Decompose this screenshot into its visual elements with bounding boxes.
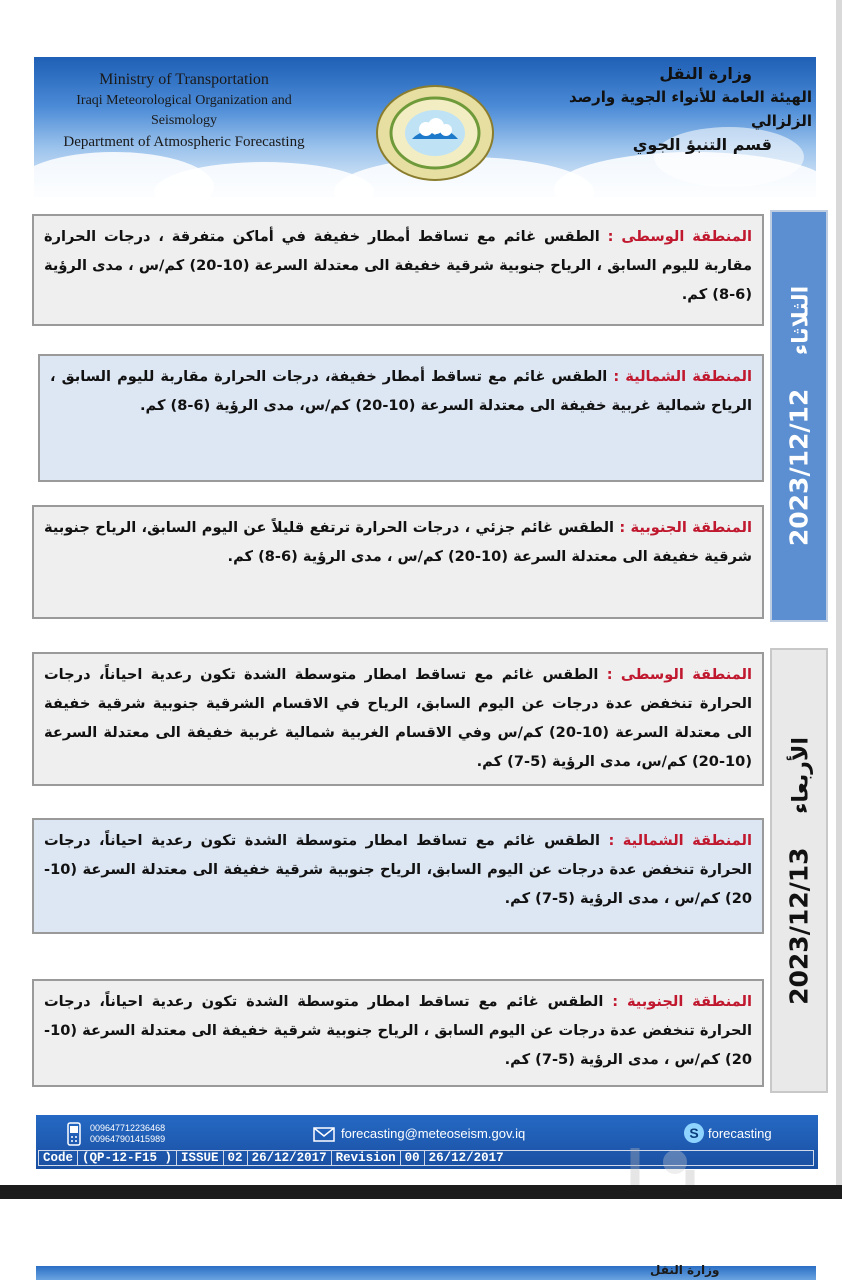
department-name-ar: قسم التنبؤ الجوي bbox=[632, 135, 772, 154]
phone-numbers bbox=[90, 1123, 165, 1145]
issue-date: 26/12/2017 bbox=[248, 1151, 332, 1165]
day-bar-day2 bbox=[770, 648, 828, 1093]
forecast-south-day1: المنطقة الجنوبية : الطقس غائم جزئي ، درجات الحرارة ترتفع قليلاً عن اليوم السابق، الرياح جنوبية شرقية خفيفة الى معتدلة السرعة (10-20) كم/س ، مدى الرؤية (6-8) كم. bbox=[32, 505, 764, 619]
forecast-north-day1: المنطقة الشمالية : الطقس غائم مع تساقط أمطار خفيفة، درجات الحرارة مقاربة لليوم السابق ، الرياح شمالية غربية خفيفة الى معتدلة السرعة (10-20) كم/س، مدى الرؤية (6-8) كم. bbox=[38, 354, 764, 482]
forecast-south-day2: المنطقة الجنوبية : الطقس غائم مع تساقط امطار متوسطة الشدة تكون رعدية احياناً، درجات الحرارة تنخفض عدة درجات عن اليوم السابق ، الرياح جنوبية شرقية خفيفة الى معتدلة السرعة (10-20) كم/س ، مدى الرؤية (5-7) كم. bbox=[32, 979, 764, 1087]
phone-icon bbox=[66, 1122, 82, 1146]
ministry-name-ar: وزارة النقل bbox=[659, 64, 752, 83]
revision-label: Revision bbox=[332, 1151, 401, 1165]
forecast-central-day2: المنطقة الوسطى : الطقس غائم مع تساقط امطار متوسطة الشدة تكون رعدية احياناً، درجات الحرارة تنخفض عدة درجات عن اليوم السابق، الرياح في الاقسام الشرقية جنوبية شرقية خفيفة الى معتدلة السرعة (10-20) كم/س وفي الاقسام الغربية شمالية غربية خفيفة الى معتدلة السرعة (10-20) كم/س، مدى الرؤية (5-7) كم. bbox=[32, 652, 764, 786]
region-label: المنطقة الجنوبية bbox=[626, 993, 752, 1010]
ministry-name-en: Ministry of Transportation bbox=[99, 71, 269, 88]
forecast-text: الطقس غائم مع تساقط امطار متوسطة الشدة تكون رعدية احياناً، درجات الحرارة تنخفض عدة درجات عن اليوم السابق ، الرياح جنوبية شرقية خفيفة الى معتدلة السرعة (10-20) كم/س ، مدى الرؤية (5-7) كم. bbox=[44, 993, 752, 1068]
phone-number-2: 009647901415989 bbox=[90, 1134, 166, 1144]
day-name: الأربعاء bbox=[788, 736, 814, 814]
next-page-preview bbox=[0, 1199, 842, 1280]
forecast-north-day2: المنطقة الشمالية : الطقس غائم مع تساقط امطار متوسطة الشدة تكون رعدية احياناً، درجات الحرارة تنخفض عدة درجات عن اليوم السابق، الرياح جنوبية شرقية خفيفة الى معتدلة السرعة (10-20) كم/س ، مدى الرؤية (5-7) كم. bbox=[32, 818, 764, 934]
english-header bbox=[44, 69, 324, 153]
organization-logo bbox=[374, 83, 496, 183]
arabic-header bbox=[512, 63, 812, 157]
day-name: الثلاثاء bbox=[788, 285, 814, 356]
department-name-en: Department of Atmospheric Forecasting bbox=[63, 134, 305, 150]
header-banner bbox=[34, 57, 816, 197]
forecast-text: الطقس غائم مع تساقط أمطار خفيفة، درجات الحرارة مقاربة لليوم السابق ، الرياح شمالية غربية خفيفة الى معتدلة السرعة (10-20) كم/س، مدى الرؤية (6-8) كم. bbox=[50, 368, 752, 414]
region-label: المنطقة الجنوبية bbox=[630, 519, 752, 536]
region-label: المنطقة الشمالية bbox=[622, 832, 752, 849]
forecast-text: الطقس غائم مع تساقط امطار متوسطة الشدة تكون رعدية احياناً، درجات الحرارة تنخفض عدة درجات عن اليوم السابق، الرياح في الاقسام الشرقية جنوبية شرقية خفيفة الى معتدلة السرعة (10-20) كم/س وفي الاقسام الغربية شمالية غربية خفيفة الى معتدلة السرعة (10-20) كم/س، مدى الرؤية (5-7) كم. bbox=[44, 666, 752, 770]
organization-name-en: Iraqi Meteorological Organization and Seismology bbox=[76, 93, 292, 128]
skype-icon: S bbox=[684, 1123, 704, 1143]
mail-icon bbox=[313, 1127, 335, 1142]
region-label: المنطقة الوسطى bbox=[621, 228, 752, 245]
day-date: 2023/12/12 bbox=[784, 388, 814, 547]
revision-date: 26/12/2017 bbox=[428, 1151, 504, 1165]
organization-name-ar: الهيئة العامة للأنواء الجوية وارصد الزلزالي bbox=[568, 88, 812, 130]
region-label: المنطقة الشمالية bbox=[625, 368, 752, 385]
skype-handle: forecasting bbox=[708, 1126, 772, 1141]
revision-value: 00 bbox=[401, 1151, 425, 1165]
day-date: 2023/12/13 bbox=[784, 846, 814, 1005]
next-page-header-text: وزارة النقل bbox=[650, 1263, 720, 1277]
code-value: (QP-12-F15 ) bbox=[78, 1151, 177, 1165]
page-separator bbox=[0, 1185, 842, 1199]
issue-label: ISSUE bbox=[177, 1151, 224, 1165]
forecast-text: الطقس غائم جزئي ، درجات الحرارة ترتفع قليلاً عن اليوم السابق، الرياح جنوبية شرقية خفيفة الى معتدلة السرعة (10-20) كم/س ، مدى الرؤية (6-8) كم. bbox=[44, 519, 752, 565]
forecast-text: الطقس غائم مع تساقط أمطار خفيفة في أماكن متفرقة ، درجات الحرارة مقاربة لليوم السابق ، الرياح جنوبية شرقية خفيفة الى معتدلة السرعة (10-20) كم/س ، مدى الرؤية (6-8) كم. bbox=[44, 228, 752, 303]
region-label: المنطقة الوسطى bbox=[620, 666, 752, 683]
forecast-central-day1: المنطقة الوسطى : الطقس غائم مع تساقط أمطار خفيفة في أماكن متفرقة ، درجات الحرارة مقاربة لليوم السابق ، الرياح جنوبية شرقية خفيفة الى معتدلة السرعة (10-20) كم/س ، مدى الرؤية (6-8) كم. bbox=[32, 214, 764, 326]
issue-value: 02 bbox=[224, 1151, 248, 1165]
code-label: Code bbox=[39, 1151, 78, 1165]
email-address[interactable]: forecasting@meteoseism.gov.iq bbox=[341, 1126, 526, 1141]
phone-number-1: 009647712236468 bbox=[90, 1123, 166, 1133]
day-bar-day1 bbox=[770, 210, 828, 622]
forecast-text: الطقس غائم مع تساقط امطار متوسطة الشدة تكون رعدية احياناً، درجات الحرارة تنخفض عدة درجات عن اليوم السابق، الرياح جنوبية شرقية خفيفة الى معتدلة السرعة (10-20) كم/س ، مدى الرؤية (5-7) كم. bbox=[44, 832, 752, 907]
